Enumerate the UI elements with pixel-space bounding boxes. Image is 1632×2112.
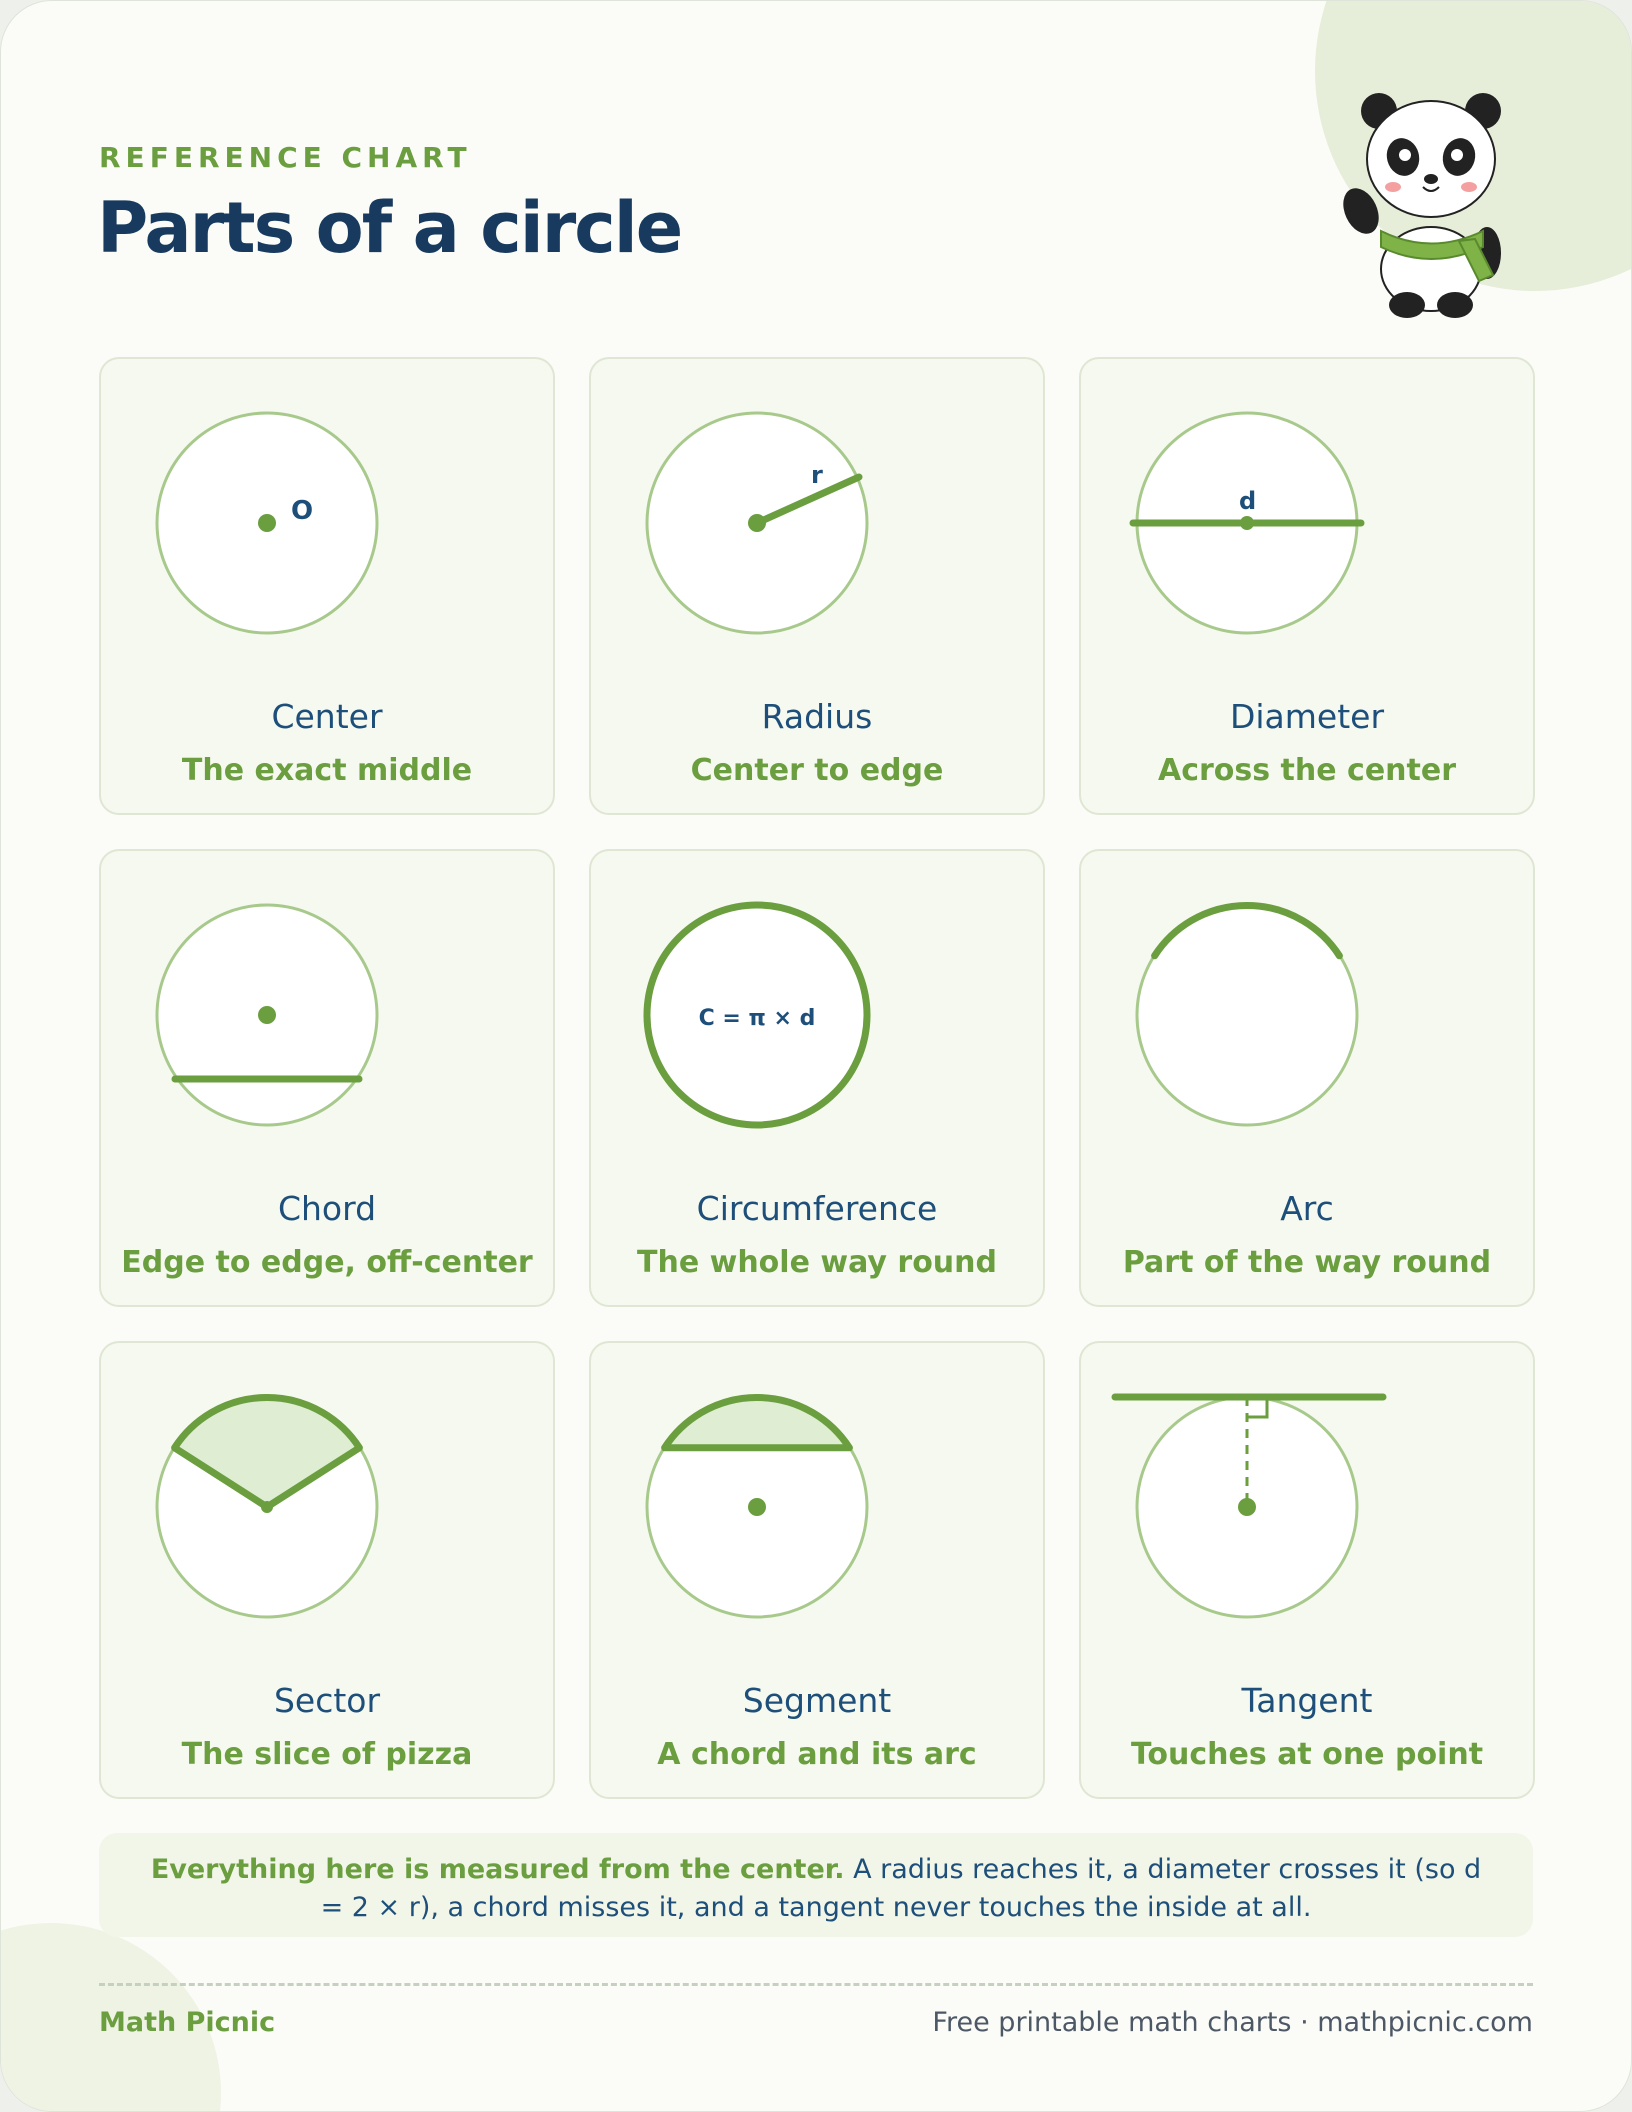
tangent-diagram-icon bbox=[1081, 1343, 1533, 1673]
card-subtitle: A chord and its arc bbox=[657, 1737, 977, 1772]
footer-brand: Math Picnic bbox=[99, 2007, 276, 2038]
card-tangent bbox=[1079, 1341, 1535, 1799]
summary-note-text bbox=[139, 1851, 1493, 1927]
diameter-label: d bbox=[1239, 487, 1257, 515]
footer-tagline: Free printable math charts · mathpicnic.com bbox=[932, 2007, 1533, 2038]
card-subtitle: The exact middle bbox=[181, 753, 473, 788]
card-title: Sector bbox=[273, 1681, 381, 1720]
card-center bbox=[99, 357, 555, 815]
summary-note-body: A radius reaches it, a diameter crosses it (so d = 2 × r), a chord misses it, and a tangent never touches the inside at all. bbox=[320, 1854, 1482, 1923]
card-subtitle: The whole way round bbox=[637, 1245, 997, 1280]
radius-label: r bbox=[811, 461, 823, 489]
card-title: Tangent bbox=[1241, 1681, 1373, 1720]
card-chord bbox=[99, 849, 555, 1307]
card-circumference bbox=[589, 849, 1045, 1307]
card-title: Center bbox=[271, 697, 383, 736]
card-sector bbox=[99, 1341, 555, 1799]
segment-diagram-icon bbox=[591, 1343, 1043, 1673]
card-title: Chord bbox=[277, 1189, 377, 1228]
card-subtitle: Across the center bbox=[1157, 753, 1457, 788]
card-subtitle: Edge to edge, off-center bbox=[121, 1245, 533, 1280]
sector-diagram-icon bbox=[101, 1343, 553, 1673]
arc-diagram-icon bbox=[1081, 851, 1533, 1181]
center-point-diagram-icon bbox=[101, 359, 553, 689]
card-title: Segment bbox=[742, 1681, 892, 1720]
card-segment bbox=[589, 1341, 1045, 1799]
radius-diagram-icon bbox=[591, 359, 1043, 689]
center-label: O bbox=[291, 496, 314, 526]
page-title: Parts of a circle bbox=[97, 187, 682, 269]
card-arc bbox=[1079, 849, 1535, 1307]
card-subtitle: Part of the way round bbox=[1122, 1245, 1492, 1280]
card-radius bbox=[589, 357, 1045, 815]
card-diameter bbox=[1079, 357, 1535, 815]
panda-mascot-icon bbox=[1341, 91, 1521, 321]
card-title: Circumference bbox=[696, 1189, 938, 1228]
chord-diagram-icon bbox=[101, 851, 553, 1181]
card-title: Radius bbox=[761, 697, 873, 736]
eyebrow-label: REFERENCE CHART bbox=[99, 141, 472, 174]
card-subtitle: The slice of pizza bbox=[181, 1737, 473, 1772]
circumference-formula: C = π × d bbox=[698, 1006, 816, 1031]
card-subtitle: Center to edge bbox=[690, 753, 944, 788]
summary-note-lead: Everything here is measured from the center. bbox=[150, 1854, 845, 1885]
circumference-diagram-icon bbox=[591, 851, 1043, 1181]
card-title: Arc bbox=[1280, 1189, 1334, 1228]
diameter-diagram-icon bbox=[1081, 359, 1533, 689]
footer-divider bbox=[99, 1983, 1533, 1986]
summary-note bbox=[99, 1833, 1533, 1937]
card-subtitle: Touches at one point bbox=[1130, 1737, 1484, 1772]
card-title: Diameter bbox=[1229, 697, 1385, 736]
